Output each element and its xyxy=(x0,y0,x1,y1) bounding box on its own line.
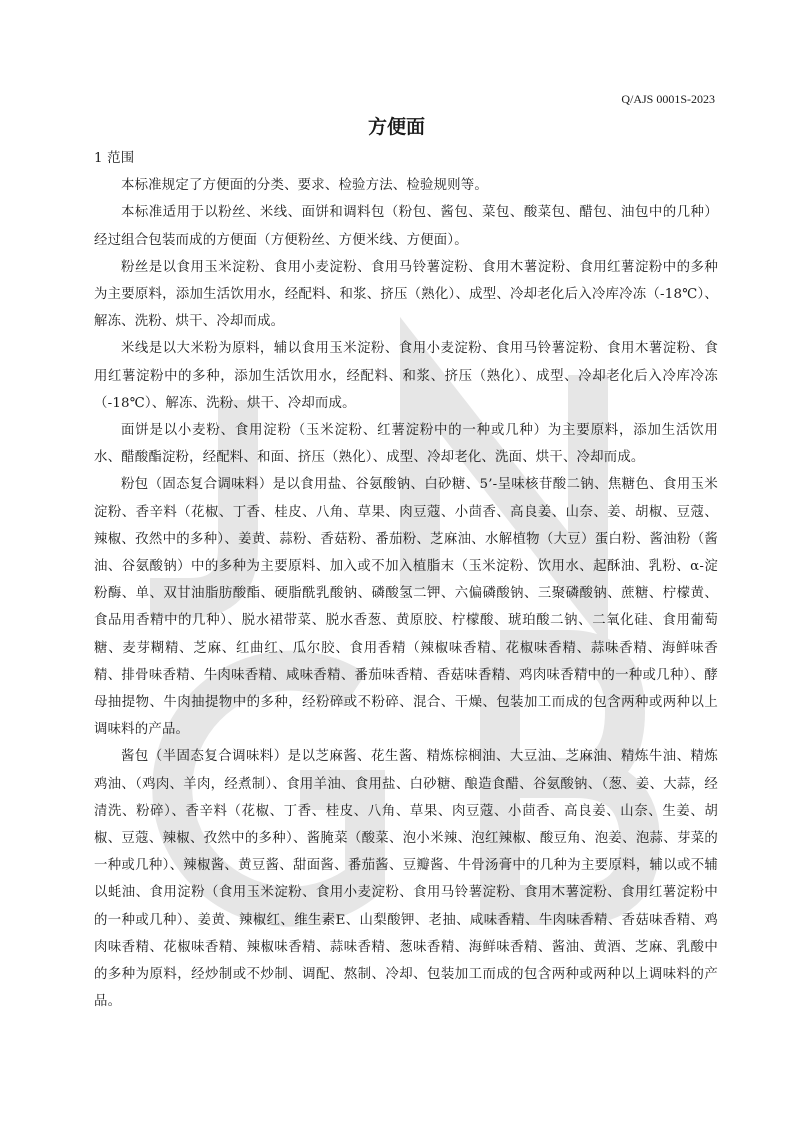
paragraph-scope-statement: 本标准规定了方便面的分类、要求、检验方法、检验规则等。 xyxy=(121,178,488,194)
paragraph-noodle-cake: 面饼是以小麦粉、食用淀粉（玉米淀粉、红薯淀粉中的一种或几种）为主要原料，添加生活饮用水、醋酸酯淀粉，经配料、和面、挤压（熟化）、成型、冷却老化、洗面、烘干、冷却而成。 xyxy=(94,423,718,466)
document-title: 方便面 xyxy=(367,116,425,138)
document-code: Q/AJS 0001S-2023 xyxy=(621,92,715,106)
paragraph-applicability: 本标准适用于以粉丝、米线、面饼和调料包（粉包、酱包、菜包、酸菜包、醋包、油包中的几种）经过组合包装而成的方便面（方便粉丝、方便米线、方便面）。 xyxy=(94,205,718,248)
paragraph-sauce-packet: 酱包（半固态复合调味料）是以芝麻酱、花生酱、精炼棕榈油、大豆油、芝麻油、精炼牛油、精炼鸡油、（鸡肉、羊肉，经煮制）、食用羊油、食用盐、白砂糖、酿造食醋、谷氨酸钠、（葱、姜、大蒜，经清洗、粉碎）、香辛料（花椒、丁香、桂皮、八角、草果、肉豆蔻、小茴香、高良姜、山奈、生姜、胡椒、豆蔻、辣椒、孜然中的多种）、酱腌菜（酸菜、泡小米辣、泡红辣椒、酸豆角、泡姜、泡蒜、芽菜的一种或几种）、辣椒酱、黄豆酱、甜面酱、番茄酱、豆瓣酱、牛骨汤膏中的几种为主要原料，辅以或不辅以蚝油、食用淀粉（食用玉米淀粉、食用小麦淀粉、食用马铃薯淀粉、食用木薯淀粉、食用红薯淀粉中的一种或几种）、姜黄、辣椒红、维生素E、山梨酸钾、老抽、咸味香精、牛肉味香精、香菇味香精、鸡肉味香精、花椒味香精、辣椒味香精、蒜味香精、葱味香精、海鲜味香精、酱油、黄酒、芝麻、乳酸中的多种为原料，经炒制或不炒制、调配、熬制、冷却、包装加工而成的包含两种或两种以上调味料的产品。 xyxy=(94,749,718,1010)
paragraph-rice-noodles: 米线是以大米粉为原料，辅以食用玉米淀粉、食用小麦淀粉、食用马铃薯淀粉、食用木薯淀粉、食用红薯淀粉中的多种，添加生活饮用水，经配料、和浆、挤压（熟化）、成型、冷却老化后入冷库冷冻（-18℃）、解冻、洗粉、烘干、冷却而成。 xyxy=(94,341,718,411)
paragraph-powder-packet: 粉包（固态复合调味料）是以食用盐、谷氨酸钠、白砂糖、5’-呈味核苷酸二钠、焦糖色、食用玉米淀粉、香辛料（花椒、丁香、桂皮、八角、草果、肉豆蔻、小茴香、高良姜、山奈、姜、胡椒、豆蔻、辣椒、孜然中的多种）、姜黄、蒜粉、香菇粉、番茄粉、芝麻油、水解植物（大豆）蛋白粉、酱油粉（酱油、谷氨酸钠）中的多种为主要原料、加入或不加入植脂末（玉米淀粉、饮用水、起酥油、乳粉、α-淀粉酶、单、双甘油脂肪酸酯、硬脂酰乳酸钠、磷酸氢二钾、六偏磷酸钠、三聚磷酸钠、蔗糖、柠檬黄、食品用香精中的几种）、脱水裙带菜、脱水香葱、黄原胶、柠檬酸、琥珀酸二钠、二氧化硅、食用葡萄糖、麦芽糊精、芝麻、红曲红、瓜尔胶、食用香精（辣椒味香精、花椒味香精、蒜味香精、海鲜味香精、排骨味香精、牛肉味香精、咸味香精、番茄味香精、香菇味香精、鸡肉味香精中的一种或几种）、酵母抽提物、牛肉抽提物中的多种，经粉碎或不粉碎、混合、干燥、包装加工而成的包含两种或两种以上调味料的产品。 xyxy=(94,477,718,738)
paragraph-vermicelli: 粉丝是以食用玉米淀粉、食用小麦淀粉、食用马铃薯淀粉、食用木薯淀粉、食用红薯淀粉中的多种为主要原料，添加生活饮用水，经配料、和浆、挤压（熟化）、成型、冷却老化后入冷库冷冻（-18℃）、解冻、洗粉、烘干、冷却而成。 xyxy=(94,259,718,330)
document-body xyxy=(94,145,718,1016)
section-heading-scope: 1 范围 xyxy=(94,151,135,166)
